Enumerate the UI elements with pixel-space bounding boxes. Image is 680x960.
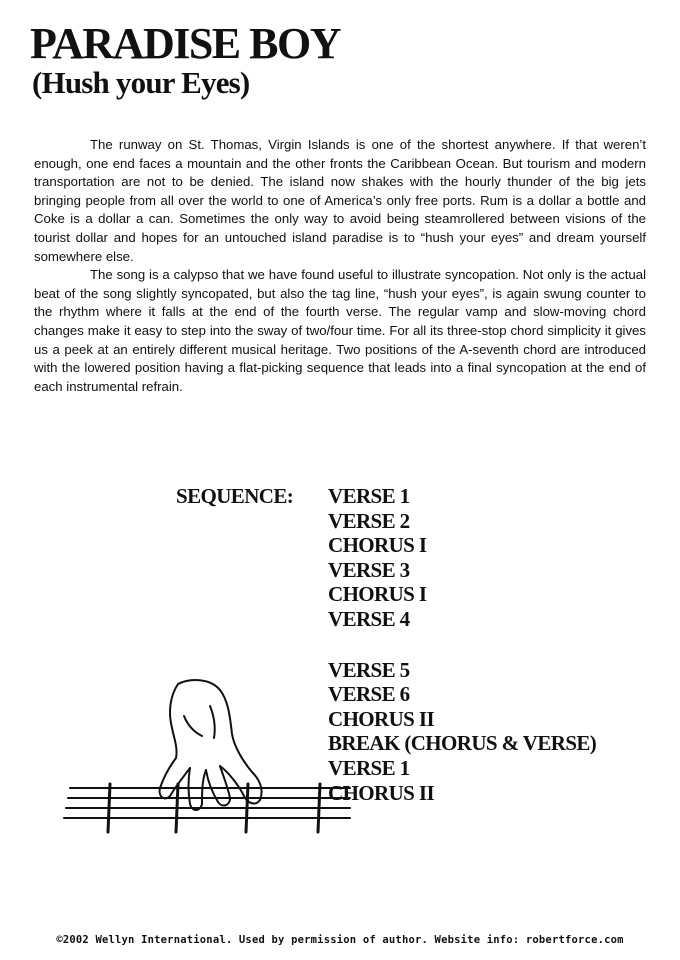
hand-on-fretboard-icon: [60, 676, 360, 836]
sequence-item: BREAK (CHORUS & VERSE): [328, 731, 597, 756]
sequence-item: VERSE 4: [328, 606, 410, 631]
copyright-footer: ©2002 Wellyn International. Used by permission of author. Website info: robertforce.com: [56, 934, 624, 946]
sequence-item: VERSE 1: [328, 755, 410, 780]
paragraph-1: The runway on St. Thomas, Virgin Islands is one of the shortest anywhere. If that weren’t enough, one end faces a mountain and the other fronts the Caribbean Ocean. But tourism and modern transportation are not to be denied. The island now shakes with the hourly thunder of the big jets bringing people from all over the world to one of America’s only free ports. Rum is a dollar a bottle and Coke is a dollar a can. Sometimes the only way to avoid being steamrollered between visions of the tourist dollar and hopes for an untouched island paradise is to “hush your eyes” and dream yourself somewhere else.: [34, 137, 646, 264]
sequence-item: VERSE 3: [328, 557, 410, 582]
intro-text: [34, 136, 646, 396]
sequence-item: VERSE 1: [328, 484, 410, 508]
sequence-item: CHORUS I: [328, 582, 427, 607]
page-subtitle: (Hush your Eyes): [32, 65, 250, 100]
sequence-item: CHORUS II: [328, 780, 435, 805]
sequence-item: VERSE 6: [328, 682, 410, 707]
sequence-item: CHORUS II: [328, 706, 435, 731]
sequence-item: CHORUS I: [328, 533, 427, 558]
sequence-list: [328, 484, 596, 805]
paragraph-2: The song is a calypso that we have found useful to illustrate syncopation. Not only is the actual beat of the song slightly syncopated, but also the tag line, “hush your eyes”, is again swung counter to the rhythm where it falls at the end of the fourth verse. The regular vamp and slow-moving chord changes make it easy to step into the sway of two/four time. For all its three-stop chord simplicity it gives us a peek at an entirely different musical heritage. Two positions of the A-seventh chord are introduced with the lowered position having a flat-picking sequence that leads into a final syncopation at the end of each instrumental refrain.: [34, 267, 646, 394]
sequence-spacer: [328, 632, 596, 658]
page-title: PARADISE BOY: [30, 19, 341, 68]
sequence-label: SEQUENCE:: [176, 484, 294, 508]
sequence-item: VERSE 2: [328, 508, 410, 533]
sequence-item: VERSE 5: [328, 657, 410, 682]
